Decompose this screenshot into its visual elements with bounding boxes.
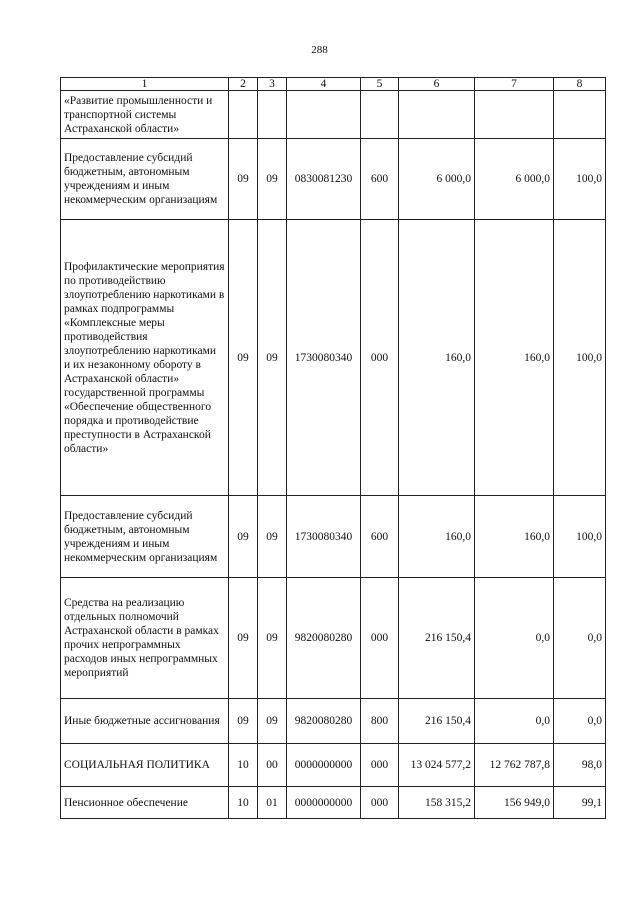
- section-code: 09: [229, 139, 258, 220]
- subsection-code: 00: [258, 744, 287, 787]
- execution-percent: 98,0: [554, 744, 606, 787]
- executed-amount: 0,0: [475, 578, 554, 699]
- executed-amount: 12 762 787,8: [475, 744, 554, 787]
- section-code: 10: [229, 744, 258, 787]
- executed-amount: [475, 91, 554, 139]
- column-header: 8: [554, 78, 606, 91]
- planned-amount: 216 150,4: [399, 578, 475, 699]
- table-row: [61, 139, 606, 220]
- execution-percent: 100,0: [554, 139, 606, 220]
- row-description: Предоставление субсидий бюджетным, автономным учреждениям и иным некоммерческим организациям: [61, 496, 229, 578]
- expense-type-code: 600: [361, 496, 399, 578]
- section-code: 09: [229, 578, 258, 699]
- table-row: [61, 220, 606, 496]
- table-row: [61, 787, 606, 819]
- column-header: 5: [361, 78, 399, 91]
- expense-type-code: 000: [361, 220, 399, 496]
- target-article-code: 9820080280: [287, 578, 361, 699]
- row-description: Профилактические мероприятия по противодействию злоупотреблению наркотиками в рамках подпрограммы «Комплексные меры противодействия злоупотреблению наркотиками и их незаконному обороту в Астраханской области» государственной программы «Обеспечение общественного порядка и противодействие преступности в Астраханской области»: [61, 220, 229, 496]
- row-description: Предоставление субсидий бюджетным, автономным учреждениям и иным некоммерческим организациям: [61, 139, 229, 220]
- expense-type-code: 000: [361, 578, 399, 699]
- execution-percent: 100,0: [554, 496, 606, 578]
- column-header: 6: [399, 78, 475, 91]
- planned-amount: 216 150,4: [399, 699, 475, 744]
- row-description: Пенсионное обеспечение: [61, 787, 229, 819]
- expense-type-code: 000: [361, 787, 399, 819]
- section-code: 09: [229, 496, 258, 578]
- subsection-code: 09: [258, 578, 287, 699]
- budget-table: [60, 77, 606, 819]
- table-row: [61, 91, 606, 139]
- target-article-code: 0000000000: [287, 787, 361, 819]
- table-row: [61, 699, 606, 744]
- planned-amount: [399, 91, 475, 139]
- executed-amount: 156 949,0: [475, 787, 554, 819]
- execution-percent: 0,0: [554, 578, 606, 699]
- column-header: 1: [61, 78, 229, 91]
- subsection-code: 09: [258, 220, 287, 496]
- row-description: «Развитие промышленности и транспортной системы Астраханской области»: [61, 91, 229, 139]
- target-article-code: 0000000000: [287, 744, 361, 787]
- planned-amount: 6 000,0: [399, 139, 475, 220]
- target-article-code: [287, 91, 361, 139]
- column-header: 2: [229, 78, 258, 91]
- executed-amount: 160,0: [475, 220, 554, 496]
- subsection-code: [258, 91, 287, 139]
- planned-amount: 160,0: [399, 496, 475, 578]
- section-code: 09: [229, 699, 258, 744]
- expense-type-code: 800: [361, 699, 399, 744]
- target-article-code: 9820080280: [287, 699, 361, 744]
- planned-amount: 158 315,2: [399, 787, 475, 819]
- executed-amount: 0,0: [475, 699, 554, 744]
- execution-percent: 0,0: [554, 699, 606, 744]
- section-code: [229, 91, 258, 139]
- column-header: 3: [258, 78, 287, 91]
- expense-type-code: 000: [361, 744, 399, 787]
- target-article-code: 1730080340: [287, 220, 361, 496]
- page-number: 288: [311, 44, 328, 56]
- row-description: Иные бюджетные ассигнования: [61, 699, 229, 744]
- section-code: 10: [229, 787, 258, 819]
- expense-type-code: [361, 91, 399, 139]
- planned-amount: 160,0: [399, 220, 475, 496]
- row-description: Средства на реализацию отдельных полномочий Астраханской области в рамках прочих непрограммных расходов иных непрограммных мероприятий: [61, 578, 229, 699]
- execution-percent: [554, 91, 606, 139]
- subsection-code: 01: [258, 787, 287, 819]
- execution-percent: 100,0: [554, 220, 606, 496]
- subsection-code: 09: [258, 496, 287, 578]
- target-article-code: 1730080340: [287, 496, 361, 578]
- executed-amount: 160,0: [475, 496, 554, 578]
- target-article-code: 0830081230: [287, 139, 361, 220]
- table-row: [61, 744, 606, 787]
- section-code: 09: [229, 220, 258, 496]
- subsection-code: 09: [258, 699, 287, 744]
- column-header: 7: [475, 78, 554, 91]
- table-row: [61, 496, 606, 578]
- column-header-row: [61, 78, 606, 91]
- executed-amount: 6 000,0: [475, 139, 554, 220]
- expense-type-code: 600: [361, 139, 399, 220]
- row-description: СОЦИАЛЬНАЯ ПОЛИТИКА: [61, 744, 229, 787]
- table-row: [61, 578, 606, 699]
- execution-percent: 99,1: [554, 787, 606, 819]
- subsection-code: 09: [258, 139, 287, 220]
- column-header: 4: [287, 78, 361, 91]
- planned-amount: 13 024 577,2: [399, 744, 475, 787]
